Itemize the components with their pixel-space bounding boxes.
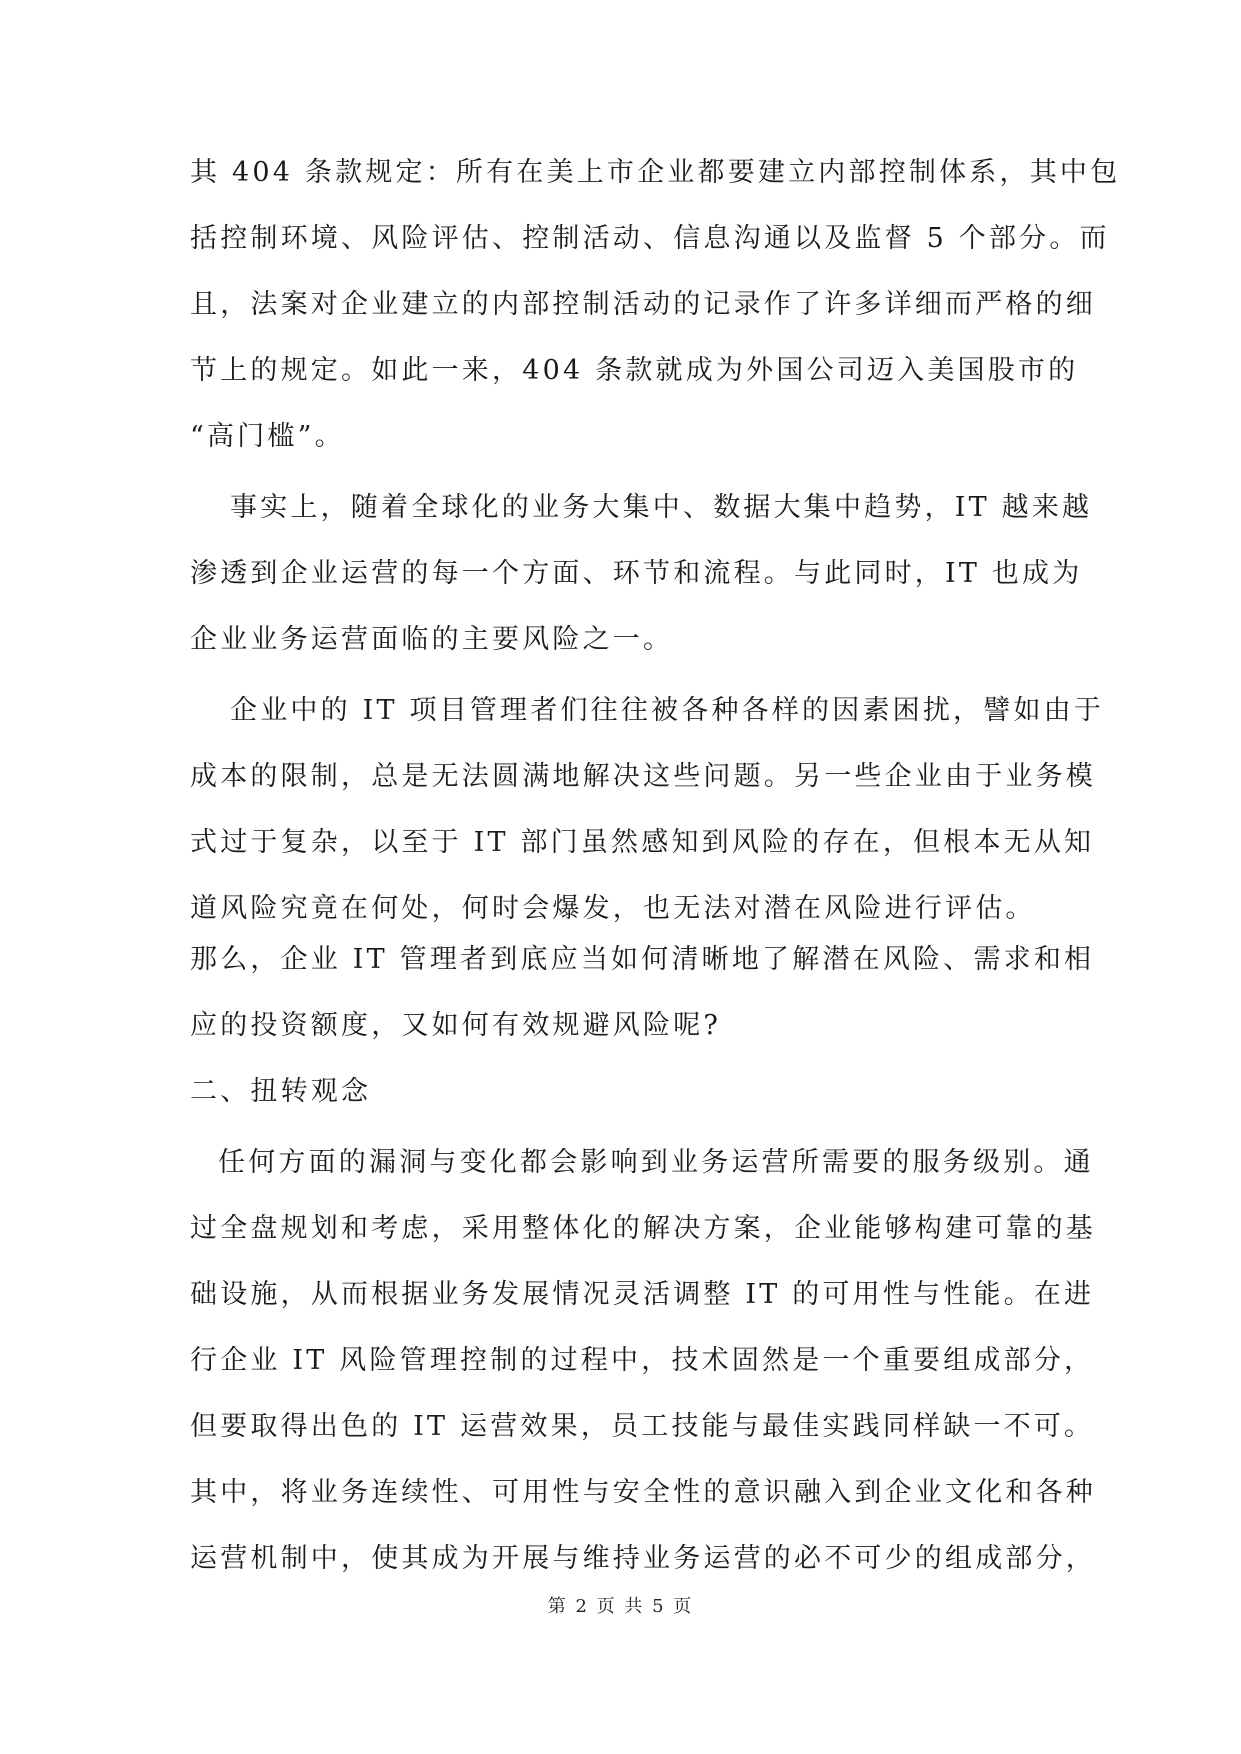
body-text-line: 过全盘规划和考虑，采用整体化的解决方案，企业能够构建可靠的基: [190, 1213, 1096, 1244]
body-text-line: 那么，企业 IT 管理者到底应当如何清晰地了解潜在风险、需求和相: [190, 944, 1095, 975]
section-heading: 二、扭转观念: [190, 1076, 372, 1107]
page-number-footer: 第 2 页 共 5 页: [547, 1596, 694, 1617]
body-text-line: 且，法案对企业建立的内部控制活动的记录作了许多详细而严格的细: [190, 289, 1096, 320]
body-text-line: 括控制环境、风险评估、控制活动、信息沟通以及监督 5 个部分。而: [190, 223, 1110, 254]
body-text-line: 成本的限制，总是无法圆满地解决这些问题。另一些企业由于业务模: [190, 761, 1096, 792]
body-text-line: 式过于复杂，以至于 IT 部门虽然感知到风险的存在，但根本无从知: [190, 827, 1095, 858]
body-text-line: 行企业 IT 风险管理控制的过程中，技术固然是一个重要组成部分，: [190, 1345, 1095, 1376]
body-text-line: 应的投资额度，又如何有效规避风险呢?: [190, 1010, 722, 1041]
body-text-line: 节上的规定。如此一来，404 条款就成为外国公司迈入美国股市的: [190, 355, 1079, 386]
body-text-line: 运营机制中，使其成为开展与维持业务运营的必不可少的组成部分，: [190, 1543, 1096, 1574]
body-text-line: 道风险究竟在何处，何时会爆发，也无法对潜在风险进行评估。: [190, 893, 1036, 924]
body-text-line: 企业中的 IT 项目管理者们往往被各种各样的因素困扰，譬如由于: [230, 695, 1105, 726]
body-text-line: 任何方面的漏洞与变化都会影响到业务运营所需要的服务级别。通: [218, 1147, 1094, 1178]
body-text-line: 其 404 条款规定：所有在美上市企业都要建立内部控制体系，其中包: [190, 157, 1121, 188]
body-text-line: 其中，将业务连续性、可用性与安全性的意识融入到企业文化和各种: [190, 1477, 1096, 1508]
body-text-line: 但要取得出色的 IT 运营效果，员工技能与最佳实践同样缺一不可。: [190, 1411, 1095, 1442]
body-text-line: 事实上，随着全球化的业务大集中、数据大集中趋势，IT 越来越: [230, 492, 1093, 523]
body-text-line: 企业业务运营面临的主要风险之一。: [190, 624, 674, 655]
body-text-line: 础设施，从而根据业务发展情况灵活调整 IT 的可用性与性能。在进: [190, 1279, 1095, 1310]
body-text-line: 渗透到企业运营的每一个方面、环节和流程。与此同时，IT 也成为: [190, 558, 1083, 589]
body-text-line: “高门槛”。: [190, 421, 345, 452]
